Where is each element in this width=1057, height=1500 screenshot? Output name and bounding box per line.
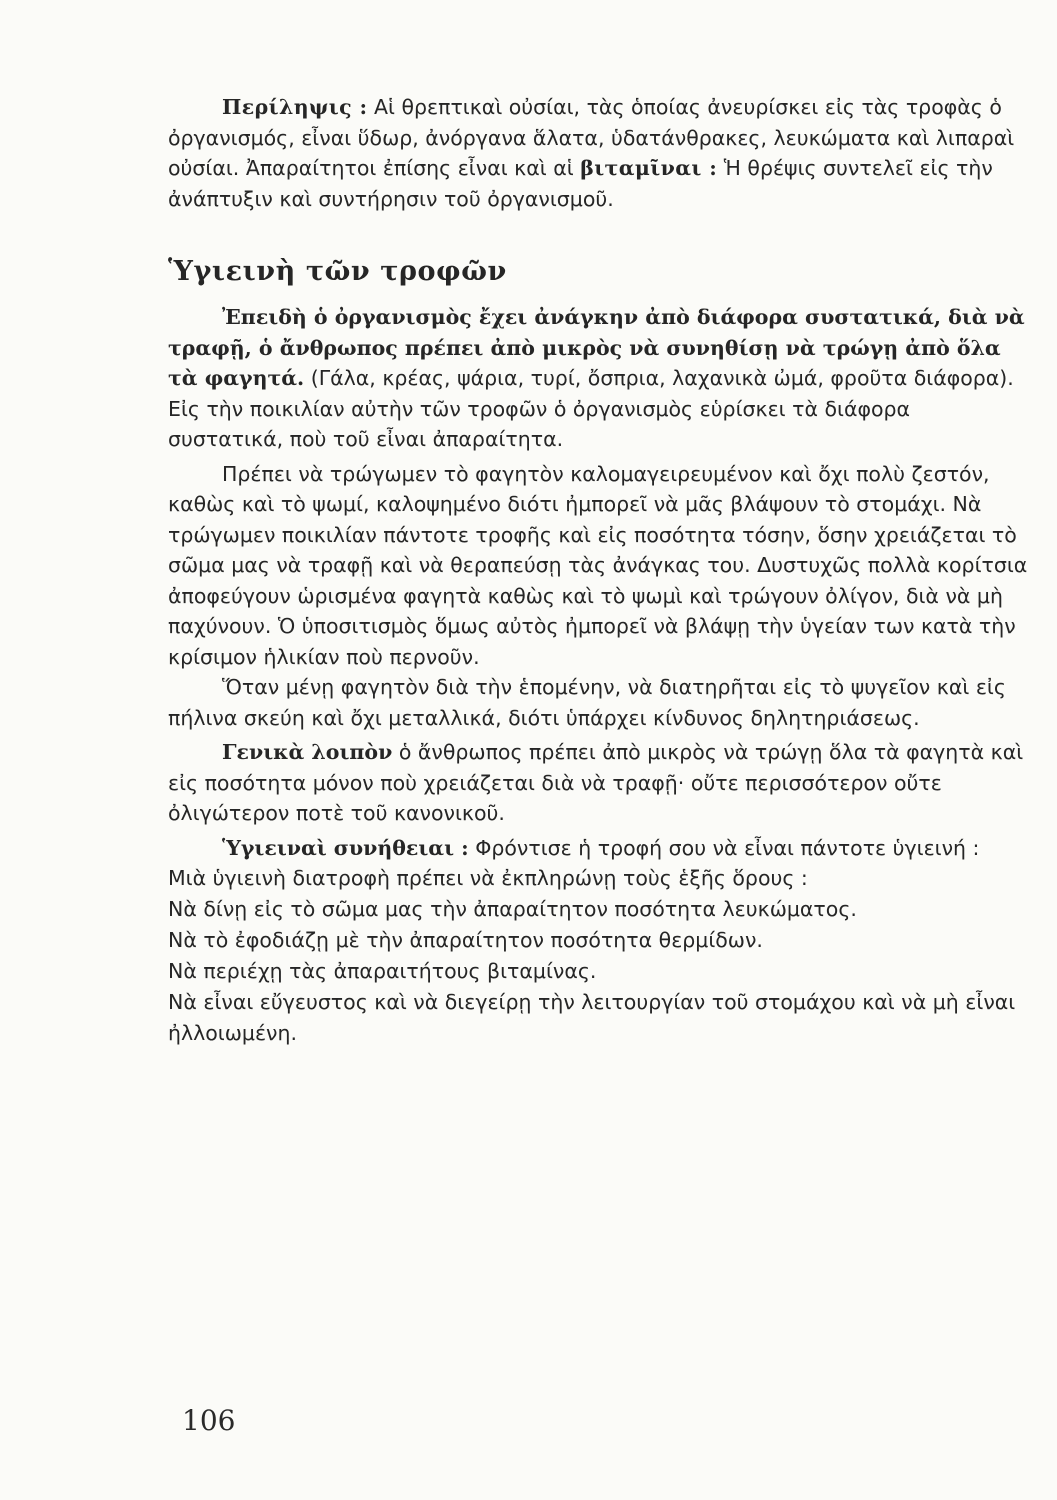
paragraph-4-text: ὁ ἄνθρωπος πρέπει ἀπὸ μικρὸς νὰ τρώγῃ ὅλα τὰ φαγητὰ καὶ εἰς ποσότητα μόνον ποὺ χρειάζεται διὰ νὰ τραφῇ· οὔτε περισσότερον οὔτε ὀλιγώτερον ποτὲ τοῦ κανονικοῦ.	[168, 740, 1024, 825]
paragraph-5	[168, 833, 1028, 864]
paragraph-5-bold: Ὑγιειναὶ συνήθειαι :	[222, 835, 469, 860]
paragraph-2: Πρέπει νὰ τρώγωμεν τὸ φαγητὸν καλομαγειρευμένον καὶ ὄχι πολὺ ζεστόν, καθὼς καὶ τὸ ψωμί, καλοψημένο διότι ἠμπορεῖ νὰ μᾶς βλάψουν τὸ στομάχι. Νὰ τρώγωμεν ποικιλίαν πάντοτε τροφῆς καὶ εἰς ποσότητα τόσην, ὅσην χρειάζεται τὸ σῶμα μας νὰ τραφῇ καὶ νὰ θεραπεύσῃ τὰς ἀνάγκας του. Δυστυχῶς πολλὰ κορίτσια ἀποφεύγουν ὡρισμένα φαγητὰ καθὼς καὶ τὸ ψωμὶ καὶ τρώγουν ὀλίγον, διὰ νὰ μὴ παχύνουν. Ὁ ὑποσιτισμὸς ὅμως αὐτὸς ἠμπορεῖ νὰ βλάψῃ τὴν ὑγείαν των κατὰ τὴν κρίσιμον ἡλικίαν ποὺ περνοῦν.	[168, 461, 1028, 669]
section-heading: Ὑγιεινὴ τῶν τροφῶν	[168, 256, 507, 287]
paragraph-1-text: (Γάλα, κρέας, ψάρια, τυρί, ὄσπρια, λαχανικὰ ὠμά, φροῦτα διάφορα). Εἰς τὴν ποικιλίαν αὐτὴν τῶν τροφῶν ὁ ὀργανισμὸς εὑρίσκει τὰ διάφορα συστατικά, ποὺ τοῦ εἶναι ἀπαραίτητα.	[168, 366, 1014, 451]
paragraph-4	[168, 737, 1028, 829]
summary-bold-word: βιταμῖναι :	[580, 156, 718, 180]
rule-item: Νὰ περιέχῃ τὰς ἀπαραιτήτους βιταμίνας.	[168, 959, 597, 983]
paragraph-1-bold: Ἐπειδὴ ὁ ὀργανισμὸς ἔχει ἀνάγκην ἀπὸ διάφορα συστατικά, διὰ νὰ τραφῇ, ὁ ἄνθρωπος πρέπει ἀπὸ μικρὸς νὰ συνηθίσῃ νὰ τρώγῃ ἀπὸ ὅλα τὰ φαγητά.	[168, 305, 1025, 390]
rules-intro: Μιὰ ὑγιεινὴ διατροφὴ πρέπει νὰ ἐκπληρώνῃ τοὺς ἑξῆς ὅρους :	[168, 866, 808, 890]
summary-paragraph	[168, 92, 1028, 214]
rule-item: Νὰ εἶναι εὔγευστος καὶ νὰ διεγείρῃ τὴν λειτουργίαν τοῦ στομάχου καὶ νὰ μὴ εἶναι ἠλλοιωμένη.	[168, 990, 1016, 1045]
page-body	[168, 92, 1028, 1049]
rule-item: Νὰ δίνῃ εἰς τὸ σῶμα μας τὴν ἀπαραίτητον ποσότητα λευκώματος.	[168, 897, 857, 921]
page-number: 106	[182, 1404, 236, 1437]
rule-item: Νὰ τὸ ἐφοδιάζῃ μὲ τὴν ἀπαραίτητον ποσότητα θερμίδων.	[168, 928, 763, 952]
paragraph-5-text: Φρόντισε ἡ τροφή σου νὰ εἶναι πάντοτε ὑγιεινή :	[468, 835, 980, 860]
summary-label: Περίληψις :	[222, 95, 368, 119]
paragraph-4-bold: Γενικὰ λοιπὸν	[222, 740, 393, 764]
summary-text-2: Ἡ θρέψις συντελεῖ εἰς τὴν ἀνάπτυξιν καὶ συντήρησιν τοῦ ὀργανισμοῦ.	[168, 156, 993, 211]
summary-text-1: Αἱ θρεπτικαὶ οὐσίαι, τὰς ὁποίας ἀνευρίσκει εἰς τὰς τροφὰς ὁ ὀργανισμός, εἶναι ὕδωρ, ἀνόργανα ἅλατα, ὑδατάνθρακες, λευκώματα καὶ λιπαραὶ οὐσίαι. Ἀπαραίτητοι ἐπίσης εἶναι καὶ αἱ	[168, 95, 1015, 180]
paragraph-3: Ὅταν μένῃ φαγητὸν διὰ τὴν ἑπομένην, νὰ διατηρῆται εἰς τὸ ψυγεῖον καὶ εἰς πήλινα σκεύη καὶ ὄχι μεταλλικά, διότι ὑπάρχει κίνδυνος δηλητηριάσεως.	[168, 675, 1006, 730]
paragraph-1	[168, 302, 1028, 455]
